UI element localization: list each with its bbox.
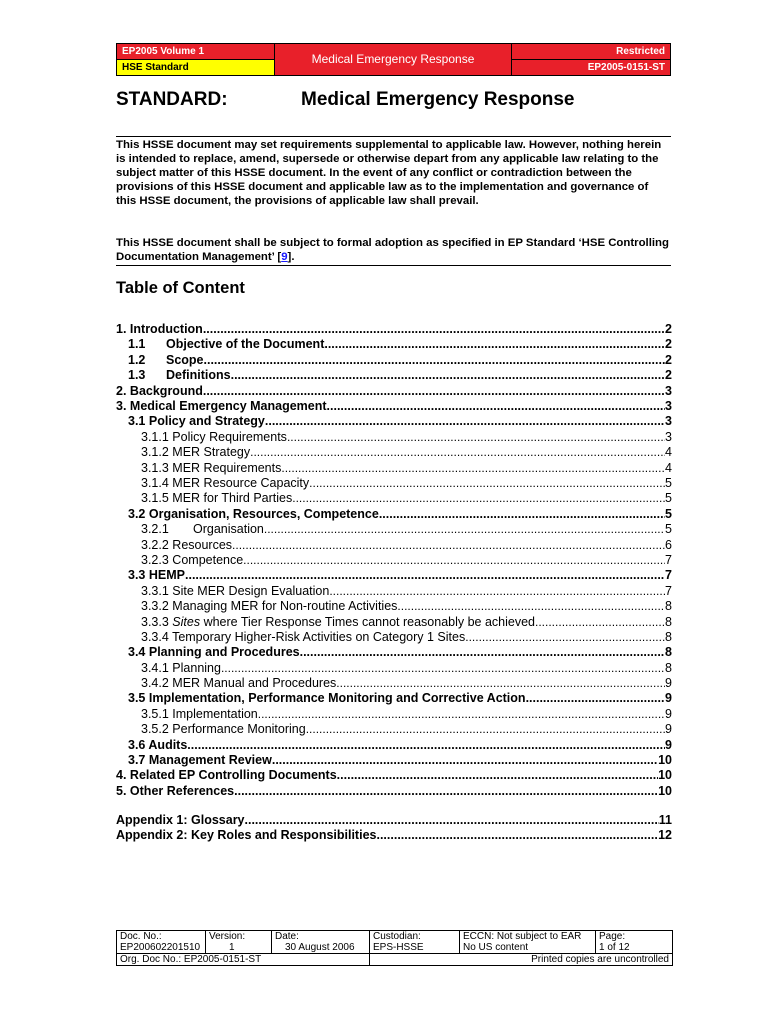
toc-appendix-title: Appendix 1: Glossary: [116, 813, 245, 827]
toc-entry[interactable]: [141, 522, 672, 538]
toc-entry-label: [116, 384, 203, 398]
page-label: Page:: [599, 931, 626, 942]
toc-entry-label: [141, 476, 309, 490]
toc-entry-page: 3: [665, 384, 672, 398]
doc-no-value: EP200602201510: [120, 942, 201, 953]
toc-entry-label: [128, 353, 204, 367]
toc-entry-page: 2: [665, 337, 672, 351]
toc-entry[interactable]: [141, 553, 672, 569]
toc-entry-label: [141, 445, 250, 459]
toc-entry-number: 3.2.1: [141, 522, 169, 536]
toc-entry[interactable]: [116, 399, 672, 415]
toc-entry-title: Medical Emergency Management: [129, 399, 327, 413]
toc-entry[interactable]: [128, 507, 672, 523]
custodian-cell: [370, 931, 460, 954]
toc-entry-page: 7: [665, 584, 672, 598]
toc-entry-title: where Tier Response Times cannot reasonably be achieved: [200, 615, 536, 629]
adoption-paragraph: [116, 236, 671, 264]
toc-entry-page: 10: [658, 768, 672, 782]
toc-appendix-title: Appendix 2: Key Roles and Responsibilities: [116, 828, 377, 842]
toc-leader-dots: [265, 414, 665, 428]
eccn-line1: ECCN: Not subject to EAR: [463, 931, 582, 942]
toc-entry-page: 4: [665, 445, 672, 459]
date-cell: [272, 931, 370, 954]
toc-entry-number: 3.2.3: [141, 553, 169, 567]
custodian-value: EPS-HSSE: [373, 942, 424, 953]
toc-entry-title: Other References: [129, 784, 235, 798]
toc-entry-title: Organisation, Resources, Competence: [148, 507, 379, 521]
page-cell: [596, 931, 673, 954]
toc-leader-dots: [250, 445, 665, 459]
toc-entry[interactable]: [128, 353, 672, 369]
toc-leader-dots: [264, 522, 665, 536]
toc-entry-title: Site MER Design Evaluation: [172, 584, 330, 598]
toc-entry-label: [116, 322, 203, 336]
toc-entry[interactable]: [141, 445, 672, 461]
toc-entry-page: 9: [665, 707, 672, 721]
toc-entry-number: 1.: [116, 322, 127, 336]
toc-entry-page: 2: [665, 322, 672, 336]
toc-entry-number: 3.7: [128, 753, 146, 767]
toc-entry-page: 7: [665, 568, 672, 582]
toc-entry-title: MER Resource Capacity: [172, 476, 310, 490]
toc-leader-dots: [376, 828, 658, 842]
version-cell: [206, 931, 272, 954]
page-value: 1 of 12: [599, 942, 630, 953]
toc-entry-page: 5: [665, 522, 672, 536]
toc-leader-dots: [465, 630, 665, 644]
toc-entry-number: 3.3.2: [141, 599, 169, 613]
title-text: Medical Emergency Response: [301, 89, 575, 110]
document-header: [116, 43, 671, 76]
toc-entry[interactable]: [141, 476, 672, 492]
toc-entry[interactable]: [128, 568, 672, 584]
toc-entry-label: [141, 461, 281, 475]
toc-entry[interactable]: [141, 584, 672, 600]
toc-leader-dots: [324, 337, 665, 351]
toc-leader-dots: [185, 568, 665, 582]
toc-entry-label: [128, 368, 231, 382]
toc-entry[interactable]: [128, 738, 672, 754]
toc-entry-title: MER for Third Parties: [172, 491, 293, 505]
adoption-text: This HSSE document shall be subject to formal adoption as specified in EP Standard ‘HSE Controlling Documentation Management’ [: [116, 237, 669, 263]
toc-entry-label: [141, 630, 465, 644]
toc-leader-dots: [232, 538, 665, 552]
toc-leader-dots: [258, 707, 665, 721]
toc-leader-dots: [300, 645, 665, 659]
toc-entry-label: [141, 538, 232, 552]
toc-entry-label: [128, 414, 265, 428]
toc-entry-label: [141, 722, 306, 736]
toc-entry-label: [141, 615, 535, 629]
version-label: Version:: [209, 931, 246, 942]
toc-entry-title: Temporary Higher-Risk Activities on Category 1 Sites: [172, 630, 466, 644]
toc-entry-label: [141, 491, 292, 505]
toc-entry-label: [141, 522, 264, 536]
toc-leader-dots: [231, 368, 665, 382]
toc-leader-dots: [287, 430, 665, 444]
printed-copies-note: Printed copies are uncontrolled: [370, 954, 673, 966]
toc-entry-page: 5: [665, 507, 672, 521]
toc-entry-page: 8: [665, 645, 672, 659]
volume-label: EP2005 Volume 1: [116, 43, 274, 60]
toc-entry[interactable]: [128, 368, 672, 384]
toc-entry[interactable]: [141, 491, 672, 507]
date-label: Date:: [275, 931, 299, 942]
toc-entry-label: [141, 599, 397, 613]
toc-entry[interactable]: [128, 414, 672, 430]
toc-entry-title: HEMP: [148, 568, 185, 582]
toc-leader-dots: [309, 476, 665, 490]
toc-leader-dots: [336, 676, 665, 690]
toc-entry-number: 3.3.1: [141, 584, 169, 598]
toc-entry-title: Competence: [172, 553, 244, 567]
toc-entry-title: Scope: [166, 353, 204, 367]
toc-entry-page: 9: [665, 676, 672, 690]
toc-entry-number: 3.3: [128, 568, 146, 582]
eccn-cell: [460, 931, 596, 954]
toc-entry-title: Managing MER for Non-routine Activities: [172, 599, 398, 613]
toc-entry[interactable]: [128, 691, 672, 707]
toc-entry-label: [128, 337, 324, 351]
toc-entry-label: [128, 738, 187, 752]
toc-entry-title: Performance Monitoring: [172, 722, 306, 736]
toc-entry-number: 3.5: [128, 691, 146, 705]
toc-heading: Table of Content: [116, 279, 245, 297]
toc-entry-title: MER Requirements: [172, 461, 282, 475]
toc-leader-dots: [203, 322, 665, 336]
toc-entry-page: 11: [658, 813, 672, 827]
toc-entry-page: 4: [665, 461, 672, 475]
toc-leader-dots: [272, 753, 658, 767]
toc-entry-label: [116, 784, 234, 798]
toc-entry-page: 2: [665, 368, 672, 382]
toc-entry-number: 3.4.2: [141, 676, 169, 690]
toc-entry[interactable]: [141, 707, 672, 723]
toc-entry-label: [141, 676, 336, 690]
toc-entry-title: Implementation: [172, 707, 258, 721]
toc-entry-label: [141, 584, 329, 598]
toc-entry[interactable]: [141, 630, 672, 646]
toc-entry-title: Policy and Strategy: [148, 414, 265, 428]
toc-leader-dots: [292, 491, 665, 505]
toc-entry-number: 3.2.2: [141, 538, 169, 552]
toc-leader-dots: [204, 353, 666, 367]
reference-link[interactable]: 9: [281, 251, 288, 263]
toc-entry[interactable]: [141, 676, 672, 692]
toc-entry[interactable]: [141, 599, 672, 615]
toc-entry[interactable]: [116, 768, 672, 784]
date-value: 30 August 2006: [285, 942, 355, 953]
toc-entry[interactable]: [141, 461, 672, 477]
divider: [116, 136, 671, 137]
toc-entry-number: 3.4: [128, 645, 146, 659]
toc-leader-dots: [234, 784, 658, 798]
toc-entry-title-italic: Sites: [172, 615, 201, 629]
toc-entry-page: 3: [665, 430, 672, 444]
doc-code-label: EP2005-0151-ST: [512, 59, 671, 76]
version-value: 1: [229, 942, 235, 953]
toc-entry[interactable]: [141, 661, 672, 677]
toc-entry-title: Policy Requirements: [172, 430, 287, 444]
toc-entry-label: [141, 553, 243, 567]
toc-entry-title: Introduction: [129, 322, 203, 336]
header-title: Medical Emergency Response: [274, 43, 512, 76]
toc-entry[interactable]: [141, 538, 672, 554]
toc-entry-label: [128, 753, 272, 767]
toc-appendix-entry[interactable]: [116, 828, 672, 844]
toc-entry-title: Planning and Procedures: [148, 645, 300, 659]
toc-entry-page: 10: [658, 753, 672, 767]
toc-entry-label: [128, 507, 379, 521]
toc-entry[interactable]: [116, 384, 672, 400]
toc-entry-page: 5: [665, 476, 672, 490]
toc-leader-dots: [306, 722, 665, 736]
toc-entry-label: [141, 707, 258, 721]
toc-entry-label: [128, 691, 526, 705]
toc-entry-number: 5.: [116, 784, 127, 798]
toc-entry-title: Resources: [172, 538, 233, 552]
toc-entry-number: 3.4.1: [141, 661, 169, 675]
toc-entry[interactable]: [141, 722, 672, 738]
toc-entry[interactable]: [141, 615, 672, 631]
toc-entry-page: 3: [665, 414, 672, 428]
toc-leader-dots: [221, 661, 665, 675]
toc-entry-title: Planning: [172, 661, 221, 675]
standard-type-label: HSE Standard: [116, 59, 274, 76]
toc-appendix-entry[interactable]: [116, 813, 672, 829]
toc-entry-page: 12: [658, 828, 672, 842]
toc-leader-dots: [526, 691, 665, 705]
toc-entry-number: 3.2: [128, 507, 146, 521]
toc-entry-number: 1.2: [128, 353, 146, 367]
toc-entry[interactable]: [141, 430, 672, 446]
toc-leader-dots: [535, 615, 665, 629]
toc-entry[interactable]: [116, 784, 672, 800]
toc-entry-number: 3.1.4: [141, 476, 169, 490]
classification-label: Restricted: [512, 43, 671, 60]
toc-entry-title: Organisation: [193, 522, 264, 536]
toc-entry-title: Definitions: [166, 368, 231, 382]
toc-entry-number: 1.1: [128, 337, 146, 351]
custodian-label: Custodian:: [373, 931, 421, 942]
toc-entry-number: 4.: [116, 768, 127, 782]
toc-entry-title: Related EP Controlling Documents: [129, 768, 337, 782]
toc-entry-label: [128, 568, 185, 582]
toc-entry[interactable]: [128, 337, 672, 353]
doc-no-cell: [117, 931, 206, 954]
disclaimer-paragraph: This HSSE document may set requirements supplemental to applicable law. However, nothing herein is intended to replace, amend, supersede or otherwise depart from any applicable law relating to the subject matter of this HSSE document. In the event of any conflict or contradiction between the provisions of this HSSE document and applicable law as to the implementation and governance of this HSSE document, the provisions of applicable law shall prevail.: [116, 139, 662, 207]
toc-entry-title: Implementation, Performance Monitoring and Corrective Action: [148, 691, 526, 705]
toc-entry-label: [128, 645, 300, 659]
toc-leader-dots: [281, 461, 665, 475]
toc-entry-title: MER Strategy: [172, 445, 251, 459]
toc-entry-page: 2: [665, 353, 672, 367]
toc-entry-page: 8: [665, 599, 672, 613]
eccn-line2: No US content: [463, 942, 529, 953]
toc-entry-number: 3.1.1: [141, 430, 169, 444]
divider: [116, 265, 671, 266]
toc-leader-dots: [397, 599, 665, 613]
toc-entry-title: Objective of the Document: [166, 337, 325, 351]
toc-entry-label: [116, 399, 327, 413]
toc-entry-number: 3.3.3: [141, 615, 169, 629]
toc-leader-dots: [337, 768, 658, 782]
toc-entry-number: 3.5.1: [141, 707, 169, 721]
toc-entry[interactable]: [128, 645, 672, 661]
toc-entry-title: Management Review: [148, 753, 272, 767]
toc-entry-page: 9: [665, 738, 672, 752]
org-doc-no: Org. Doc No.: EP2005-0151-ST: [117, 954, 370, 966]
toc-entry-number: 3.: [116, 399, 127, 413]
toc-entry-number: 3.1: [128, 414, 146, 428]
doc-no-label: Doc. No.:: [120, 931, 162, 942]
toc-entry-title: MER Manual and Procedures: [172, 676, 337, 690]
toc-leader-dots: [203, 384, 665, 398]
toc-entry-page: 7: [665, 553, 672, 567]
toc-entry-number: 3.1.2: [141, 445, 169, 459]
toc-entry-number: 3.1.3: [141, 461, 169, 475]
toc-entry-page: 8: [665, 615, 672, 629]
toc-leader-dots: [329, 584, 665, 598]
toc-leader-dots: [243, 553, 665, 567]
toc-entry-page: 6: [665, 538, 672, 552]
toc-entry-title: Background: [129, 384, 203, 398]
toc-leader-dots: [327, 399, 666, 413]
toc-entry[interactable]: [116, 322, 672, 338]
toc-entry-number: 1.3: [128, 368, 146, 382]
title-label: STANDARD:: [116, 89, 228, 110]
toc-entry-page: 9: [665, 691, 672, 705]
toc-entry-label: [116, 768, 337, 782]
toc-entry-page: 8: [665, 661, 672, 675]
toc-entry-label: [141, 661, 221, 675]
toc-entry-number: 3.5.2: [141, 722, 169, 736]
toc-entry-title: Audits: [148, 738, 188, 752]
toc-entry-page: 9: [665, 722, 672, 736]
toc-entry-number: 2.: [116, 384, 127, 398]
toc-leader-dots: [245, 813, 659, 827]
toc-entry-label: [141, 430, 287, 444]
toc-entry[interactable]: [128, 753, 672, 769]
toc-leader-dots: [187, 738, 665, 752]
toc-entry-page: 8: [665, 630, 672, 644]
adoption-text-end: ].: [287, 251, 295, 263]
toc-entry-page: 10: [658, 784, 672, 798]
toc-entry-number: 3.3.4: [141, 630, 169, 644]
toc-entry-number: 3.6: [128, 738, 146, 752]
toc-entry-page: 5: [665, 491, 672, 505]
toc-entry-page: 3: [665, 399, 672, 413]
document-footer: [116, 930, 673, 966]
toc-leader-dots: [379, 507, 665, 521]
toc-entry-number: 3.1.5: [141, 491, 169, 505]
